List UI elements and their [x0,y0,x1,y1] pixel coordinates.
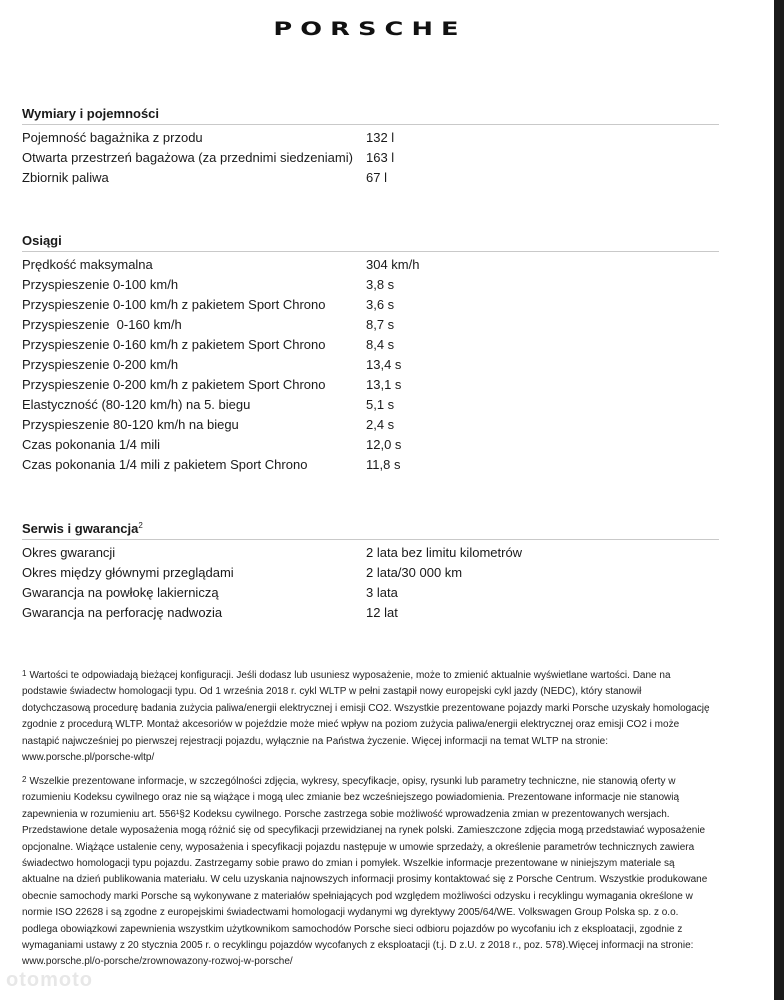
spec-label: Pojemność bagażnika z przodu [22,130,203,145]
spec-label: Prędkość maksymalna [22,257,153,272]
spec-row [22,355,719,375]
spec-label: Okres między głównymi przeglądami [22,565,234,580]
spec-value: 3,6 s [366,297,395,312]
spec-row [22,563,719,583]
page-edge-strip [774,0,784,1000]
spec-row [22,375,719,395]
spec-row [22,295,719,315]
spec-value: 3,8 s [366,277,395,292]
section-title-warranty [22,519,719,540]
spec-row [22,603,719,623]
spec-value: 12,0 s [366,437,402,452]
spec-value: 2 lata bez limitu kilometrów [366,545,523,560]
spec-row [22,455,719,475]
footnote-1 [22,668,712,766]
footnote-marker: 1 [22,669,27,678]
spec-value: 5,1 s [366,397,395,412]
footnote-2 [22,774,712,971]
spec-value: 304 km/h [366,257,420,272]
section-title-text: Serwis i gwarancja [22,521,139,536]
spec-value: 8,4 s [366,337,395,352]
footnote-marker: 2 [22,775,27,784]
spec-value: 132 l [366,130,395,145]
spec-row [22,315,719,335]
section-title-performance: Osiągi [22,231,719,252]
spec-label: Przyspieszenie 0-200 km/h [22,357,179,372]
spec-label: Przyspieszenie 0-100 km/h z pakietem Sport Chrono [22,297,326,312]
spec-value: 3 lata [366,585,398,600]
spec-label: Okres gwarancji [22,545,116,560]
porsche-logo: PORSCHE [273,18,467,40]
spec-row [22,435,719,455]
spec-label: Przyspieszenie 80-120 km/h na biegu [22,417,239,432]
spec-row [22,255,719,275]
spec-value: 163 l [366,150,395,165]
spec-label: Przyspieszenie 0-200 km/h z pakietem Sport Chrono [22,377,326,392]
spec-row [22,335,719,355]
footnote-reference: 2 [138,521,143,530]
spec-value: 13,1 s [366,377,402,392]
spec-label: Czas pokonania 1/4 mili [22,437,161,452]
section-performance [22,231,719,475]
spec-label: Gwarancja na powłokę lakierniczą [22,585,219,600]
spec-value: 11,8 s [366,457,401,472]
spec-label: Zbiornik paliwa [22,170,109,185]
section-warranty [22,519,719,623]
spec-row [22,128,719,148]
footnote-text: Wartości te odpowiadają bieżącej konfiguracji. Jeśli dodasz lub usuniesz wyposażenie, może to zmienić aktualnie wyświetlane wartości. Dane na podstawie świadectw homologacji typu. Od 1 września 2018 r. cykl WLTP w pełni zastąpił nowy europejski cykl jazdy (NEDC), który stanowił dotychczasową procedurę badania zużycia paliwa/energii elektrycznej i emisji CO2. Wszystkie prezentowane pojazdy marki Porsche uzyskały homologację zgodnie z procedurą WLTP. Montaż akcesoriów w pojeździe może mieć wpływ na poziom zużycia paliwa/energii elektrycznej oraz emisji CO2 i może nastąpić najwcześniej po pierwszej rejestracji pojazdu, wyłącznie na Państwa życzenie. Więcej informacji na temat WLTP na stronie: www.porsche.pl/porsche-wltp/ [22,670,710,764]
spec-label: Elastyczność (80-120 km/h) na 5. biegu [22,397,251,412]
spec-label: Czas pokonania 1/4 mili z pakietem Sport Chrono [22,457,308,472]
spec-label: Przyspieszenie 0-100 km/h [22,277,179,292]
watermark-logo: otomoto [6,969,93,991]
spec-label: Otwarta przestrzeń bagażowa (za przednimi siedzeniami) [22,150,353,165]
spec-row [22,168,719,188]
spec-label: Przyspieszenie 0-160 km/h z pakietem Sport Chrono [22,337,326,352]
spec-row [22,275,719,295]
spec-row [22,543,719,563]
section-dimensions [22,104,719,188]
spec-value: 2 lata/30 000 km [366,565,463,580]
spec-label: Gwarancja na perforację nadwozia [22,605,223,620]
spec-row [22,583,719,603]
spec-label: Przyspieszenie 0-160 km/h [22,317,182,332]
section-title-dimensions: Wymiary i pojemności [22,104,719,125]
spec-row [22,148,719,168]
spec-row [22,415,719,435]
spec-value: 12 lat [366,605,398,620]
spec-value: 67 l [366,170,387,185]
spec-value: 13,4 s [366,357,402,372]
spec-value: 2,4 s [366,417,395,432]
footnote-text: Wszelkie prezentowane informacje, w szczególności zdjęcia, wykresy, specyfikacje, opisy, rysunki lub parametry techniczne, nie stanowią oferty w rozumieniu Kodeksu cywilnego oraz nie są wiążące i mogą ulec zmianie bez wcześniejszego powiadomienia. Prezentowane informacje nie stanowią zapewnienia w rozumieniu art. 556¹§2 Kodeksu cywilnego. Porsche zastrzega sobie możliwość wprowadzenia zmian w prezentowanych wersjach. Przedstawione detale wyposażenia mogą różnić się od specyfikacji przewidzianej na rynek polski. Zamieszczone zdjęcia mogą przedstawiać wyposażenie opcjonalne. Wiążące ustalenie ceny, wyposażenia i specyfikacji pojazdu następuje w umowie sprzedaży, a określenie parametrów technicznych zawiera świadectwo homologacji typu pojazdu. Zastrzegamy sobie prawo do zmian i pomyłek. Wszelkie informacje prezentowane w niniejszym materiale są aktualne na dzień publikowania materiału. W celu uzyskania najnowszych informacji prosimy kontaktować się z Porsche Centrum. Wszystkie produkowane obecnie samochody marki Porsche są wykonywane z materiałów spełniających pod względem możliwości odzysku i recyklingu wymagania określone w normie ISO 22628 i są zgodne z europejskimi świadectwami homologacji wydanymi wg dyrektywy 2005/64/WE. Volkswagen Group Polska sp. z o.o. podlega obowiązkowi zapewnienia wszystkim użytkownikom samochodów Porsche sieci odbioru pojazdów po wycofaniu ich z eksploatacji, zgodnie z wymaganiami ustawy z 20 stycznia 2005 r. o recyklingu pojazdów wycofanych z eksploatacji (t.j. D z.U. z 2018 r., poz. 578).Więcej informacji na stronie: www.porsche.pl/o-porsche/zrownowazony-rozwoj-w-porsche/ [22,776,708,968]
spec-value: 8,7 s [366,317,395,332]
spec-row [22,395,719,415]
